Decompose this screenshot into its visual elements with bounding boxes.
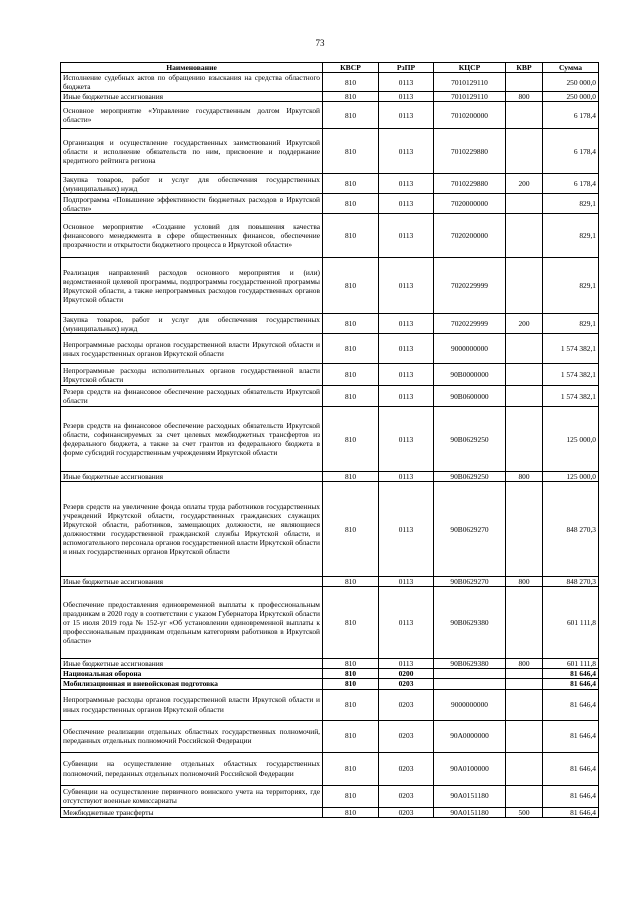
cell-kvsr: 810 [323,785,379,807]
cell-kvsr: 810 [323,407,379,472]
table-row [61,577,599,587]
cell-kvr: 800 [506,472,543,482]
cell-kcsr: 7010129110 [434,73,506,92]
cell-kcsr: 9000000000 [434,334,506,364]
table-row [61,807,599,817]
cell-kvr [506,364,543,386]
cell-kvr [506,129,543,174]
cell-name: Резерв средств на увеличение фонда оплаты труда работников государственных учреждений Иркутской области, государственных гражданских служащих Иркутской области, работников, замещающих должности, не являющиеся должностями государственной гражданской службы Иркутской области, и вспомогательного персонала органов государственной власти Иркутской области и иных государственных органов Иркутской области [61,482,323,577]
cell-kvr [506,752,543,785]
cell-sum: 6 178,4 [543,129,599,174]
cell-kvsr: 810 [323,679,379,689]
cell-sum: 6 178,4 [543,102,599,129]
cell-rzpr: 0113 [379,92,434,102]
cell-name: Основное мероприятие «Создание условий для повышения качества финансового менеджмента в сфере общественных финансов, обеспечение прозрачности и открытости бюджетного процесса в Иркутской области» [61,214,323,258]
cell-rzpr: 0113 [379,73,434,92]
cell-rzpr: 0113 [379,407,434,472]
cell-rzpr: 0113 [379,364,434,386]
table-row [61,407,599,472]
header-kcsr: КЦСР [434,63,506,73]
cell-kvr: 500 [506,807,543,817]
cell-kvr: 200 [506,314,543,334]
table-row [61,587,599,659]
cell-kvsr: 810 [323,364,379,386]
cell-rzpr: 0113 [379,194,434,214]
cell-kvr [506,73,543,92]
table-row [61,314,599,334]
table-row [61,174,599,194]
cell-kvr [506,407,543,472]
cell-rzpr: 0113 [379,334,434,364]
cell-sum: 81 646,4 [543,689,599,720]
cell-kvr: 800 [506,659,543,669]
cell-rzpr: 0113 [379,214,434,258]
cell-kcsr [434,679,506,689]
cell-kvr: 200 [506,174,543,194]
cell-kvr: 800 [506,92,543,102]
cell-kvsr: 810 [323,472,379,482]
cell-kcsr: 9000000000 [434,689,506,720]
table-row [61,472,599,482]
cell-sum: 81 646,4 [543,752,599,785]
cell-kvr [506,214,543,258]
cell-sum: 829,1 [543,314,599,334]
cell-kcsr: 90А0100000 [434,752,506,785]
cell-rzpr: 0203 [379,752,434,785]
cell-rzpr: 0203 [379,807,434,817]
table-body [61,73,599,817]
cell-kcsr: 90В0629380 [434,659,506,669]
table-row [61,214,599,258]
cell-kcsr: 90В0629250 [434,407,506,472]
cell-kvsr: 810 [323,482,379,577]
header-rzpr: РзПР [379,63,434,73]
cell-kcsr: 90В0000000 [434,364,506,386]
cell-rzpr: 0113 [379,472,434,482]
cell-kcsr: 7020229999 [434,314,506,334]
cell-kvsr: 810 [323,194,379,214]
cell-name: Исполнение судебных актов по обращению взыскания на средства областного бюджета [61,73,323,92]
budget-table [60,62,599,818]
cell-kcsr [434,669,506,679]
cell-rzpr: 0113 [379,577,434,587]
cell-name: Национальная оборона [61,669,323,679]
cell-kcsr: 7020229999 [434,258,506,314]
cell-name: Иные бюджетные ассигнования [61,659,323,669]
header-kvsr: КВСР [323,63,379,73]
cell-kvsr: 810 [323,73,379,92]
table-row [61,102,599,129]
cell-kvsr: 810 [323,92,379,102]
cell-sum: 829,1 [543,258,599,314]
table-row [61,482,599,577]
cell-name: Иные бюджетные ассигнования [61,92,323,102]
table-row [61,720,599,752]
cell-rzpr: 0203 [379,679,434,689]
cell-kvsr: 810 [323,129,379,174]
cell-kvsr: 810 [323,659,379,669]
cell-rzpr: 0113 [379,314,434,334]
cell-kvr [506,194,543,214]
cell-kcsr: 90А0000000 [434,720,506,752]
cell-name: Межбюджетные трансферты [61,807,323,817]
cell-sum: 829,1 [543,194,599,214]
cell-sum: 829,1 [543,214,599,258]
table-row [61,785,599,807]
cell-kvr [506,689,543,720]
cell-name: Закупка товаров, работ и услуг для обеспечения государственных (муниципальных) нужд [61,174,323,194]
cell-sum: 848 270,3 [543,577,599,587]
cell-name: Иные бюджетные ассигнования [61,577,323,587]
cell-kvsr: 810 [323,174,379,194]
cell-sum: 81 646,4 [543,720,599,752]
cell-kvr [506,587,543,659]
cell-rzpr: 0203 [379,689,434,720]
cell-kvsr: 810 [323,102,379,129]
cell-kvsr: 810 [323,752,379,785]
cell-rzpr: 0113 [379,174,434,194]
cell-kvr [506,720,543,752]
cell-kvsr: 810 [323,334,379,364]
cell-sum: 1 574 382,1 [543,386,599,407]
cell-name: Резерв средств на финансовое обеспечение расходных обязательств Иркутской области, софинансируемых за счет целевых межбюджетных трансфертов из федерального бюджета, а также за счет грантов из федерального бюджета в форме субсидий государственным учреждениям Иркутской области [61,407,323,472]
cell-sum: 81 646,4 [543,679,599,689]
table-row [61,194,599,214]
cell-name: Непрограммные расходы органов государственной власти Иркутской области и иных государственных органов Иркутской области [61,689,323,720]
cell-kvr [506,386,543,407]
cell-kcsr: 90В0629380 [434,587,506,659]
cell-kcsr: 7010229880 [434,129,506,174]
cell-name: Подпрограмма «Повышение эффективности бюджетных расходов в Иркутской области» [61,194,323,214]
cell-name: Резерв средств на финансовое обеспечение расходных обязательств Иркутской области [61,386,323,407]
cell-rzpr: 0113 [379,258,434,314]
cell-kvr: 800 [506,577,543,587]
cell-name: Основное мероприятие «Управление государственным долгом Иркутской области» [61,102,323,129]
cell-name: Мобилизационная и вневойсковая подготовка [61,679,323,689]
table-row [61,364,599,386]
cell-sum: 848 270,3 [543,482,599,577]
cell-rzpr: 0113 [379,659,434,669]
cell-kvr [506,785,543,807]
cell-kcsr: 90В0600000 [434,386,506,407]
cell-kcsr: 7010229880 [434,174,506,194]
table-header-row [61,63,599,73]
cell-name: Организация и осуществление государственных заимствований Иркутской области и исполнение обязательств по ним, присвоение и поддержание кредитного рейтинга региона [61,129,323,174]
cell-sum: 6 178,4 [543,174,599,194]
cell-sum: 1 574 382,1 [543,334,599,364]
cell-rzpr: 0113 [379,386,434,407]
cell-name: Обеспечение реализации отдельных областных государственных полномочий, переданных отдельных полномочий Российской Федерации [61,720,323,752]
cell-kcsr: 90А0151180 [434,807,506,817]
cell-rzpr: 0203 [379,785,434,807]
cell-name: Непрограммные расходы органов государственной власти Иркутской области и иных государственных органов Иркутской области [61,334,323,364]
cell-sum: 81 646,4 [543,807,599,817]
cell-kvsr: 810 [323,669,379,679]
cell-kcsr: 7020200000 [434,214,506,258]
cell-rzpr: 0113 [379,129,434,174]
cell-kcsr: 90А0151180 [434,785,506,807]
cell-kvr [506,669,543,679]
cell-sum: 125 000,0 [543,472,599,482]
cell-kvsr: 810 [323,587,379,659]
cell-name: Реализация направлений расходов основного мероприятия и (или) ведомственной целевой программы, подпрограммы государственной программы Иркутской области, а также непрограммных расходов государственных органов Иркутской области [61,258,323,314]
cell-kvr [506,679,543,689]
cell-rzpr: 0113 [379,587,434,659]
cell-kvr [506,334,543,364]
table-row [61,92,599,102]
cell-kcsr: 7010200000 [434,102,506,129]
cell-kcsr: 90В0629250 [434,472,506,482]
cell-name: Закупка товаров, работ и услуг для обеспечения государственных (муниципальных) нужд [61,314,323,334]
cell-name: Непрограммные расходы исполнительных органов государственной власти Иркутской области [61,364,323,386]
cell-kvsr: 810 [323,314,379,334]
cell-name: Субвенции на осуществление отдельных областных государственных полномочий, переданных отдельных полномочий Российской Федерации [61,752,323,785]
header-kvr: КВР [506,63,543,73]
cell-kvr [506,258,543,314]
cell-sum: 601 111,8 [543,587,599,659]
cell-kvsr: 810 [323,214,379,258]
table-row [61,386,599,407]
cell-kcsr: 7010129110 [434,92,506,102]
cell-sum: 81 646,4 [543,669,599,679]
cell-kcsr: 7020000000 [434,194,506,214]
cell-kvr [506,102,543,129]
table-row [61,129,599,174]
cell-rzpr: 0200 [379,669,434,679]
cell-kvsr: 810 [323,689,379,720]
cell-kvsr: 810 [323,807,379,817]
cell-kvsr: 810 [323,720,379,752]
cell-sum: 601 111,8 [543,659,599,669]
cell-kvsr: 810 [323,386,379,407]
cell-rzpr: 0113 [379,482,434,577]
table-row [61,689,599,720]
cell-rzpr: 0113 [379,102,434,129]
cell-name: Иные бюджетные ассигнования [61,472,323,482]
cell-kcsr: 90В0629270 [434,482,506,577]
header-sum: Сумма [543,63,599,73]
cell-sum: 81 646,4 [543,785,599,807]
header-name: Наименование [61,63,323,73]
cell-name: Субвенции на осуществление первичного воинского учета на территориях, где отсутствуют военные комиссариаты [61,785,323,807]
cell-sum: 1 574 382,1 [543,364,599,386]
table-row [61,752,599,785]
cell-sum: 250 000,0 [543,92,599,102]
cell-sum: 250 000,0 [543,73,599,92]
page-number: 73 [315,38,325,48]
cell-kvsr: 810 [323,258,379,314]
cell-kvsr: 810 [323,577,379,587]
table-row [61,659,599,669]
table-row [61,679,599,689]
table-row [61,334,599,364]
table-row [61,258,599,314]
cell-rzpr: 0203 [379,720,434,752]
cell-kvr [506,482,543,577]
table-row [61,73,599,92]
cell-sum: 125 000,0 [543,407,599,472]
cell-name: Обеспечение предоставления единовременной выплаты к профессиональным праздникам в 2020 году в соответствии с указом Губернатора Иркутской области от 15 июля 2019 года № 152-уг «Об установлении единовременной выплаты к профессиональным праздникам отдельным категориям работников в Иркутской области» [61,587,323,659]
table-row [61,669,599,679]
cell-kcsr: 90В0629270 [434,577,506,587]
